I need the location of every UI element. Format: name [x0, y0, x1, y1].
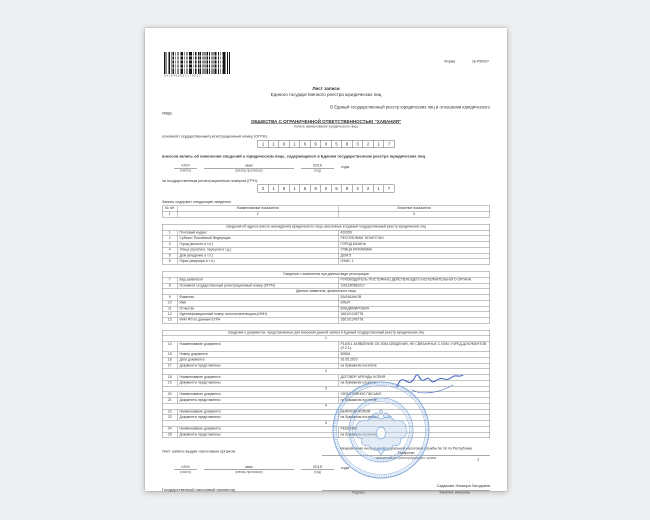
- date-day: «20»: [174, 163, 197, 169]
- organization-name-caption: полное наименование юридического лица: [294, 124, 358, 129]
- address-section-band: Сведения об адресе (месте нахождения) юридического лица, внесенные в Единый государственный реестр юридических лиц: [162, 224, 490, 230]
- table-cell-value: 5055А: [338, 352, 490, 358]
- table-row: [162, 432, 490, 438]
- date-month: мая: [204, 163, 294, 169]
- digit-cell: 2: [258, 184, 269, 192]
- authority-name: Межрайонная инспекция Федеральной налоговой службы № 18 по Республике Татарстан: [322, 446, 490, 456]
- table-cell-label: Улица (проспект, переулок и т.д.): [177, 247, 338, 253]
- doc-group-number-row: 4: [162, 403, 490, 409]
- digit-cell: 6: [300, 184, 311, 192]
- digit-cell: 6: [279, 140, 290, 148]
- table-cell-value: на бумажном носителе: [338, 363, 490, 369]
- table-cell-value: ГАРАНТИЙНОЕ ПИСЬМО: [338, 392, 490, 398]
- table-cell-label: Наименование документа: [177, 342, 338, 352]
- document-subtitle: Единого государственного реестра юридических лиц: [270, 92, 382, 98]
- digit-cell: 1: [268, 184, 279, 192]
- digit-cell: 9: [310, 140, 321, 148]
- table-cell-value: 16.05.2019: [338, 357, 490, 363]
- table-cell-num: 21: [162, 398, 177, 404]
- doc-group-number-row: 3: [162, 386, 490, 392]
- form-number: № Р50007: [472, 60, 489, 64]
- table-cell-value: ИЛЬЯ: [338, 300, 490, 306]
- table-cell-label: ИНН ФЛ по данным ЕГРН: [177, 317, 338, 323]
- table-cell-value: на бумажном носителе: [338, 415, 490, 421]
- digit-cell: 7: [384, 184, 395, 192]
- table-cell-num: 17: [162, 363, 177, 369]
- digit-cell: 5: [331, 140, 342, 148]
- date-year-caption: (год): [314, 169, 321, 173]
- record-date-line: [174, 163, 490, 173]
- digit-cell: 8: [342, 140, 353, 148]
- document-page: [145, 28, 507, 495]
- table-cell-label: Номер документа: [177, 352, 338, 358]
- doc-group-number-row: 2: [162, 369, 490, 375]
- column-header-name: Наименование показателя: [177, 206, 338, 212]
- table-cell-value: ГОРОД КАЗАНЬ: [338, 242, 490, 248]
- table-cell-label: Документы представлены: [177, 432, 338, 438]
- date-suffix: года: [341, 164, 350, 169]
- table-cell-value: БАЛАБАНОВ: [338, 295, 490, 301]
- page-number: 1: [477, 457, 480, 462]
- ogrn-label: основной государственный регистрационный номер (ОГРН):: [162, 134, 268, 139]
- table-cell-num: 13: [162, 317, 177, 323]
- record-header-table: [162, 206, 490, 218]
- digit-cell: 0: [321, 140, 332, 148]
- table-cell-value: на бумажном носителе: [338, 398, 490, 404]
- person-section-band: Данные заявителя, физического лица: [162, 289, 490, 295]
- digit-cell: 2: [363, 184, 374, 192]
- table-cell-num: 14: [162, 342, 177, 352]
- table-cell-num: 18: [162, 375, 177, 381]
- column-header-num: № п/п: [162, 206, 177, 212]
- applicant-table: [162, 271, 490, 323]
- table-cell-value: ДОМ 5: [338, 253, 490, 259]
- table-numbering-row: 1 2 3: [162, 212, 490, 218]
- intro-text-right: В Единый государственный реестр юридических лиц в отношении юридического: [330, 104, 490, 110]
- digit-cell: 1: [258, 140, 269, 148]
- table-cell-label: Почтовый индекс: [177, 230, 338, 236]
- issue-date-line: «20» (число) мая (месяц прописью) 2019 (год) года: [174, 465, 490, 475]
- grn-label: за государственным регистрационным номером (ГРН):: [162, 178, 258, 183]
- table-cell-label: Отчество: [177, 306, 338, 312]
- table-cell-value: Р14001 ЗАЯВЛЕНИЕ ОБ ИЗМ.СВЕДЕНИЙ, НЕ СВЯЗАННЫХ С ИЗМ. УЧРЕД.ДОКУМЕНТОВ (П.2.1): [338, 342, 490, 352]
- issued-by-label: Лист записи выдан налоговым органом: [162, 449, 236, 454]
- form-number-block: [444, 60, 489, 64]
- handwritten-signature-icon: [394, 364, 464, 396]
- table-cell-value: ВЫПИСКА КОПИЯ: [338, 409, 490, 415]
- doc-group-number-row: 5: [162, 421, 490, 427]
- table-cell-label: Документы представлены: [177, 415, 338, 421]
- table-cell-label: Идентификационный номер налогоплательщика (ИНН): [177, 312, 338, 318]
- table-cell-value: УЛИЦА РАХИМОВА: [338, 247, 490, 253]
- signer-name: Садыкова Эльмира Загидовна: [436, 483, 490, 489]
- table-cell-num: 9: [162, 295, 177, 301]
- table-cell-num: 5: [162, 253, 177, 259]
- table-cell-label: Документы представлены: [177, 363, 338, 369]
- signature-block: [322, 484, 490, 496]
- table-cell-num: 16: [162, 357, 177, 363]
- table-cell-label: Основной государственный регистрационный номер (ОГРН): [177, 283, 338, 289]
- table-cell-num: 11: [162, 306, 177, 312]
- table-row: [162, 259, 490, 265]
- table-cell-label: Наименование документа: [177, 426, 338, 432]
- document-footer: [162, 446, 490, 495]
- table-cell-label: Фамилия: [177, 295, 338, 301]
- barcode-number: 0416905832170012: [164, 74, 202, 78]
- table-cell-value: РЕШЕНИЕ: [338, 426, 490, 432]
- intro-text-left: лица: [162, 110, 172, 116]
- digit-cell: 5: [331, 184, 342, 192]
- table-cell-num: 2: [162, 236, 177, 242]
- table-cell-value: на бумажном носителе: [338, 380, 490, 386]
- table-cell-value: РУКОВОДИТЕЛЬ ПОСТОЯННО ДЕЙСТВУЮЩЕГО ИСПОЛНИТЕЛЬНОГО ОРГАНА: [338, 277, 490, 283]
- table-cell-label: Дом (владение и т.п.): [177, 253, 338, 259]
- table-cell-num: 6: [162, 259, 177, 265]
- table-cell-num: 4: [162, 247, 177, 253]
- digit-cell: 1: [373, 140, 384, 148]
- table-cell-num: 8: [162, 283, 177, 289]
- table-cell-label: Наименование документа: [177, 392, 338, 398]
- inspector-title: Государственный налоговый инспектор: [162, 487, 236, 492]
- table-cell-label: Дата документа: [177, 357, 338, 363]
- digit-cell: 7: [384, 140, 395, 148]
- table-cell-label: Субъект Российской Федерации: [177, 236, 338, 242]
- digit-cell: 3: [352, 140, 363, 148]
- table-cell-value: 420059: [338, 230, 490, 236]
- signature-caption: Подпись Фамилия, инициалы: [352, 491, 470, 495]
- table-cell-num: 20: [162, 392, 177, 398]
- doc-group-number-row: 1: [162, 336, 490, 342]
- table-cell-num: 24: [162, 426, 177, 432]
- digit-cell: 1: [289, 140, 300, 148]
- table-cell-value: ВЛАДИМИРОВИЧ: [338, 306, 490, 312]
- table-cell-num: 7: [162, 277, 177, 283]
- document-header: [162, 52, 490, 78]
- table-cell-value: 1161690583217: [338, 283, 490, 289]
- document-content: [145, 28, 507, 495]
- table-cell-num: 15: [162, 352, 177, 358]
- form-label: Форма: [444, 60, 456, 64]
- record-contains-label: Запись содержит следующие сведения:: [162, 199, 232, 204]
- address-table: [162, 224, 490, 265]
- table-row: [162, 342, 490, 352]
- table-cell-value: 166101245778: [338, 317, 490, 323]
- table-cell-num: 19: [162, 380, 177, 386]
- table-cell-label: Офис (квартира и т.п.): [177, 259, 338, 265]
- digit-cell: 1: [373, 184, 384, 192]
- documents-section-band: Сведения о документах, представленных для внесения данной записи в Единый государственный реестр юридических лиц: [162, 330, 490, 336]
- table-cell-label: Документы представлены: [177, 398, 338, 404]
- table-cell-value: ОФИС 1: [338, 259, 490, 265]
- table-cell-num: 22: [162, 409, 177, 415]
- authority-caption: наименование регистрирующего органа: [375, 456, 437, 461]
- digit-cell: 0: [321, 184, 332, 192]
- date-month-caption: (месяц прописью): [235, 169, 263, 173]
- table-cell-num: 23: [162, 415, 177, 421]
- digit-cell: 1: [289, 184, 300, 192]
- document-title: Лист записи: [312, 85, 340, 91]
- barcode-icon: [164, 52, 231, 74]
- table-cell-label: Документы представлены: [177, 380, 338, 386]
- signature-line: [322, 484, 490, 491]
- table-cell-value: РЕСПУБЛИКА ТАТАРСТАН: [338, 236, 490, 242]
- table-cell-label: Наименование документа: [177, 375, 338, 381]
- digit-cell: 3: [352, 184, 363, 192]
- table-cell-value: ДОГОВОР АРЕНДЫ КОПИЯ: [338, 375, 490, 381]
- digit-cell: 8: [342, 184, 353, 192]
- table-row: [162, 317, 490, 323]
- barcode-texture: [172, 55, 223, 72]
- grn-digit-boxes: [162, 184, 490, 192]
- digit-cell: 1: [268, 140, 279, 148]
- table-cell-label: Вид заявителя: [177, 277, 338, 283]
- date-year: 2019: [301, 163, 334, 169]
- table-cell-value: на бумажном носителе: [338, 432, 490, 438]
- table-cell-num: 25: [162, 432, 177, 438]
- barcode-block: [164, 52, 231, 78]
- table-cell-label: Город (волость и т.п.): [177, 242, 338, 248]
- date-day-caption: (число): [179, 169, 192, 173]
- table-cell-num: 1: [162, 230, 177, 236]
- applicant-section-band: Сведения о заявителях при данном виде регистрации: [162, 272, 490, 278]
- record-statement: внесена запись об изменении сведений о юридическом лице, содержащихся в Едином государственном реестре юридических лиц: [162, 154, 426, 159]
- table-cell-value: 166101245778: [338, 312, 490, 318]
- digit-cell: 9: [310, 184, 321, 192]
- digit-cell: 9: [279, 184, 290, 192]
- table-cell-num: 12: [162, 312, 177, 318]
- digit-cell: 6: [300, 140, 311, 148]
- table-cell-label: Наименование документа: [177, 409, 338, 415]
- column-header-value: Значение показателя: [338, 206, 490, 212]
- digit-cell: 2: [363, 140, 374, 148]
- table-cell-label: Имя: [177, 300, 338, 306]
- table-cell-num: 10: [162, 300, 177, 306]
- ogrn-digit-boxes: [162, 140, 490, 148]
- table-cell-num: 3: [162, 242, 177, 248]
- organization-name: ОБЩЕСТВА С ОГРАНИЧЕННОЙ ОТВЕТСТВЕННОСТЬЮ "ХАВАНИЯ": [250, 118, 402, 124]
